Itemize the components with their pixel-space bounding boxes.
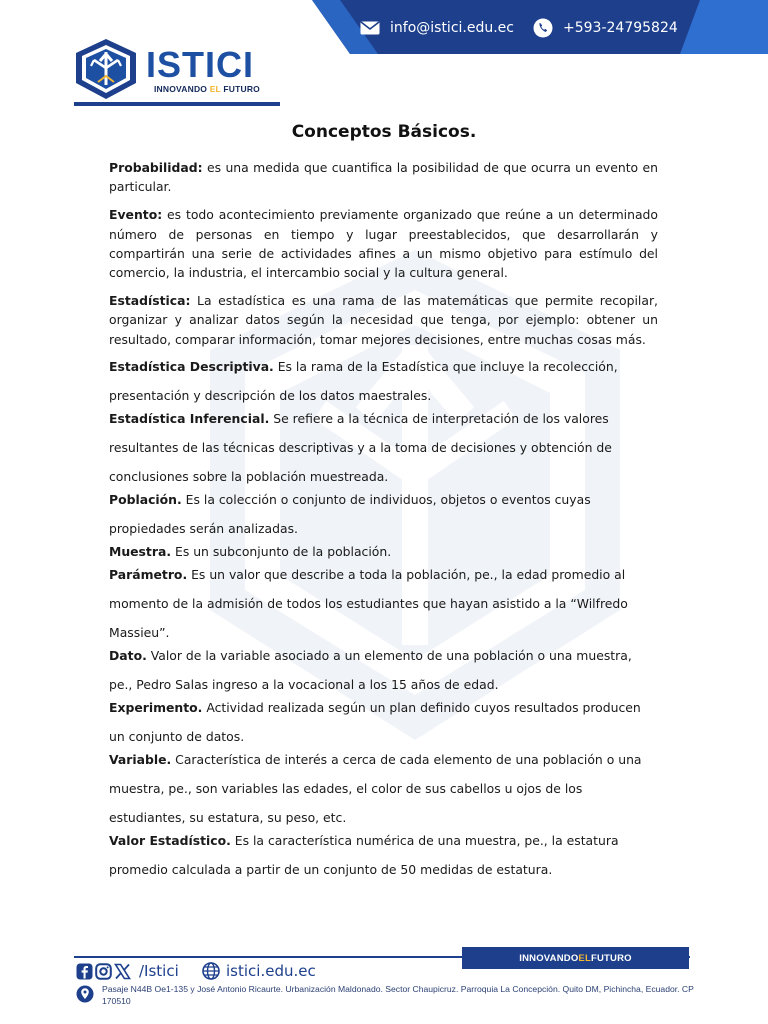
definition-muestra: Muestra. Es un subconjunto de la población. (109, 543, 392, 559)
definition-evento: Evento: es todo acontecimiento previamente organizado que reúne a un determinado número de personas en tiempo y lugar preestablecidos, que desarrollarán y compartirán una serie de actividades afines a un mismo objetivo para estímulo del comercio, la industria, el intercambio social y la cultura general. (109, 207, 658, 281)
social-handle[interactable]: /Istici (139, 962, 179, 980)
definition-estadistica: Estadística: La estadística es una rama de las matemáticas que permite recopilar, organizar y analizar datos según la necesidad que tenga, por ejemplo: obtener un resultado, comparar información, tomar mejores decisiones, entre muchas cosas más. (109, 293, 658, 347)
location-pin-icon (76, 985, 94, 1003)
x-icon[interactable] (114, 963, 131, 980)
footer-address (76, 983, 696, 1007)
definition-poblacion: Población. Es la colección o conjunto de individuos, objetos o eventos cuyas propiedades serán analizadas. (109, 491, 591, 536)
phone-text: +593-24795824 (563, 20, 678, 36)
footer-website[interactable] (202, 960, 316, 982)
header-phone[interactable] (533, 14, 678, 42)
facebook-icon[interactable] (76, 963, 93, 980)
address-text: Pasaje N44B Oe1-135 y José Antonio Ricaurte. Urbanización Maldonado. Sector Chaupicruz. Parroquia La Concepción. Quito DM, Pichincha, Ecuador. CP 170510 (102, 984, 694, 1006)
email-text: info@istici.edu.ec (390, 20, 514, 36)
definition-valor-estadistico: Valor Estadístico. Es la característica numérica de una muestra, pe., la estatura promedio calculada a partir de un conjunto de 50 medidas de estatura. (109, 832, 619, 877)
phone-icon (533, 18, 553, 38)
logo-tagline: INNOVANDO EL FUTURO (154, 84, 260, 94)
definition-parametro: Parámetro. Es un valor que describe a toda la población, pe., la edad promedio al momento de la admisión de todos los estudiantes que hayan asistido a la “Wilfredo Massieu”. (109, 566, 628, 640)
logo-underline (74, 102, 280, 106)
istici-logo (74, 38, 284, 110)
footer-banner: INNOVANDO EL FUTURO (462, 947, 689, 969)
definition-probabilidad: Probabilidad: es una medida que cuantifica la posibilidad de que ocurra un evento en particular. (109, 160, 658, 195)
document-title: Conceptos Básicos. (291, 122, 477, 142)
footer-social[interactable] (76, 960, 179, 982)
logo-wordmark: ISTICI (146, 44, 255, 85)
definition-dato: Dato. Valor de la variable asociado a un elemento de una población o una muestra, pe., Pedro Salas ingreso a la vocacional a los 15 años de edad. (109, 647, 632, 692)
definition-estadistica-inferencial: Estadística Inferencial. Se refiere a la técnica de interpretación de los valores resultantes de las técnicas descriptivas y a la toma de decisiones y obtención de conclusiones sobre la población muestreada. (109, 410, 612, 484)
definition-experimento: Experimento. Actividad realizada según un plan definido cuyos resultados producen un conjunto de datos. (109, 699, 641, 744)
definition-estadistica-descriptiva: Estadística Descriptiva. Es la rama de la Estadística que incluye la recolección, presentación y descripción de los datos maestrales. (109, 358, 618, 403)
definitions-list (109, 158, 658, 884)
envelope-icon (360, 18, 380, 38)
definition-variable: Variable. Característica de interés a cerca de cada elemento de una población o una muestra, pe., son variables las edades, el color de sus cabellos u ojos de los estudiantes, su estatura, su peso, etc. (109, 751, 642, 825)
website-link[interactable]: istici.edu.ec (226, 962, 316, 980)
instagram-icon[interactable] (95, 963, 112, 980)
header-email[interactable] (360, 14, 514, 42)
globe-icon (202, 962, 220, 980)
logo-shield-icon (74, 38, 138, 100)
